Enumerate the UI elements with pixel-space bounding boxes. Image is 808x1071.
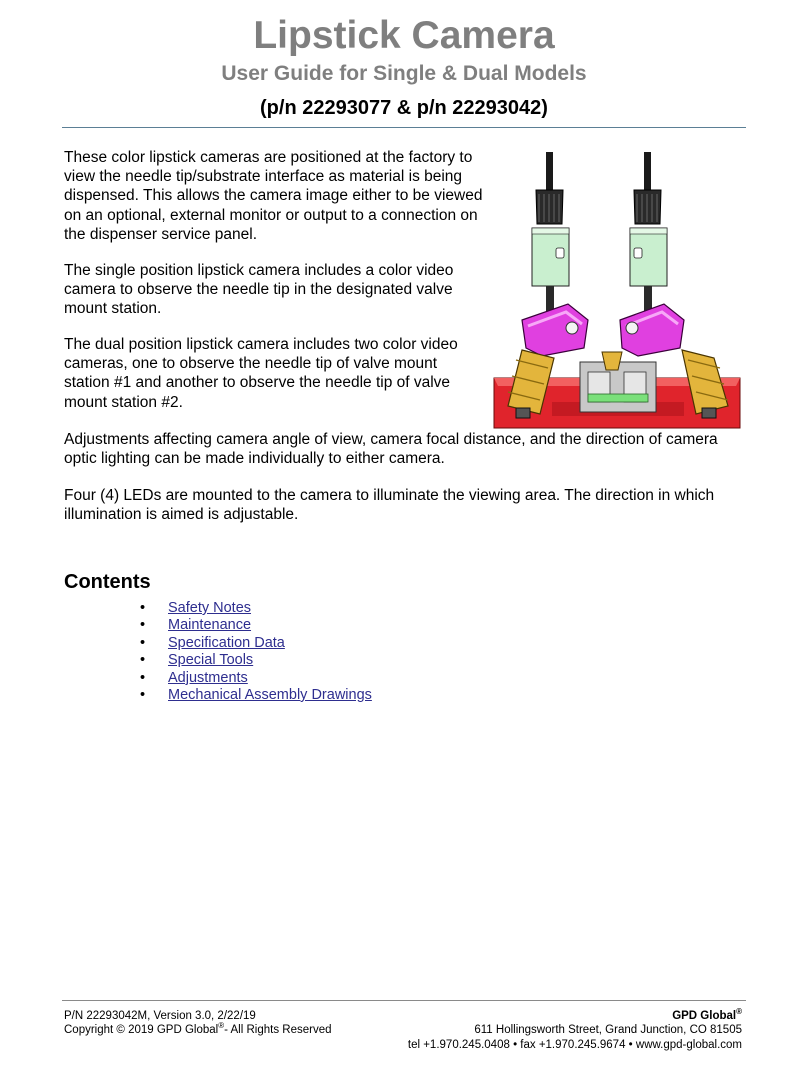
- registered-mark: ®: [736, 1007, 742, 1017]
- document-title: Lipstick Camera: [253, 14, 555, 57]
- adjustments-paragraph: Adjustments affecting camera angle of view, camera focal distance, and the direction of camera optic lighting can be made individually to either camera.: [64, 431, 718, 468]
- header-divider: [62, 127, 746, 128]
- footer-contact: tel +1.970.245.0408 • fax +1.970.245.9674 • www.gpd-global.com: [407, 1039, 742, 1051]
- link-specification-data[interactable]: Specification Data: [168, 634, 285, 651]
- intro-paragraph: These color lipstick cameras are positioned at the factory to view the needle tip/substrate interface as material is being dispensed. This allows the camera image either to be viewed on an optional, external monitor or output to a connection on the dispenser service panel.: [64, 149, 483, 243]
- footer-divider: [62, 1000, 746, 1001]
- bullet-icon: •: [140, 652, 146, 669]
- footer-company: [672, 1009, 742, 1024]
- copyright-text: Copyright © 2019 GPD Global: [64, 1024, 219, 1036]
- document-subtitle: User Guide for Single & Dual Models: [221, 62, 587, 85]
- single-camera-paragraph: The single position lipstick camera includes a color video camera to observe the needle tip in the designated valve mount station.: [64, 262, 454, 318]
- copyright-rights: - All Rights Reserved: [224, 1024, 332, 1036]
- footer-copyright: [64, 1023, 332, 1038]
- link-maintenance[interactable]: Maintenance: [168, 617, 252, 634]
- dual-lipstick-camera-illustration: [492, 152, 742, 430]
- magenta-clamps: [522, 304, 684, 356]
- bullet-icon: •: [140, 600, 146, 616]
- bullet-icon: •: [140, 686, 146, 703]
- link-special-tools[interactable]: Special Tools: [168, 652, 254, 669]
- part-numbers: (p/n 22293077 & p/n 22293042): [260, 97, 548, 119]
- bullet-icon: •: [140, 617, 146, 634]
- right-camera: [630, 152, 667, 316]
- contents-heading: Contents: [64, 571, 151, 593]
- bullet-icon: •: [140, 669, 146, 686]
- dual-camera-paragraph: The dual position lipstick camera includes two color video cameras, one to observe the needle tip of valve mount station #1 and another to observe the needle tip of valve mount station #2.: [64, 336, 458, 411]
- company-name: GPD Global: [672, 1010, 737, 1022]
- link-safety-notes[interactable]: Safety Notes: [168, 600, 252, 616]
- registered-mark: ®: [218, 1021, 225, 1031]
- link-adjustments[interactable]: Adjustments: [168, 669, 248, 686]
- link-mechanical-assembly-drawings[interactable]: Mechanical Assembly Drawings: [168, 686, 372, 703]
- footer-doc-version: P/N 22293042M, Version 3.0, 2/22/19: [64, 1010, 256, 1022]
- leds-paragraph: Four (4) LEDs are mounted to the camera to illuminate the viewing area. The direction in which illumination is aimed is adjustable.: [64, 487, 715, 524]
- footer-address: 611 Hollingsworth Street, Grand Junction, CO 81505: [474, 1024, 742, 1036]
- left-camera: [532, 152, 569, 316]
- bullet-icon: •: [140, 634, 146, 651]
